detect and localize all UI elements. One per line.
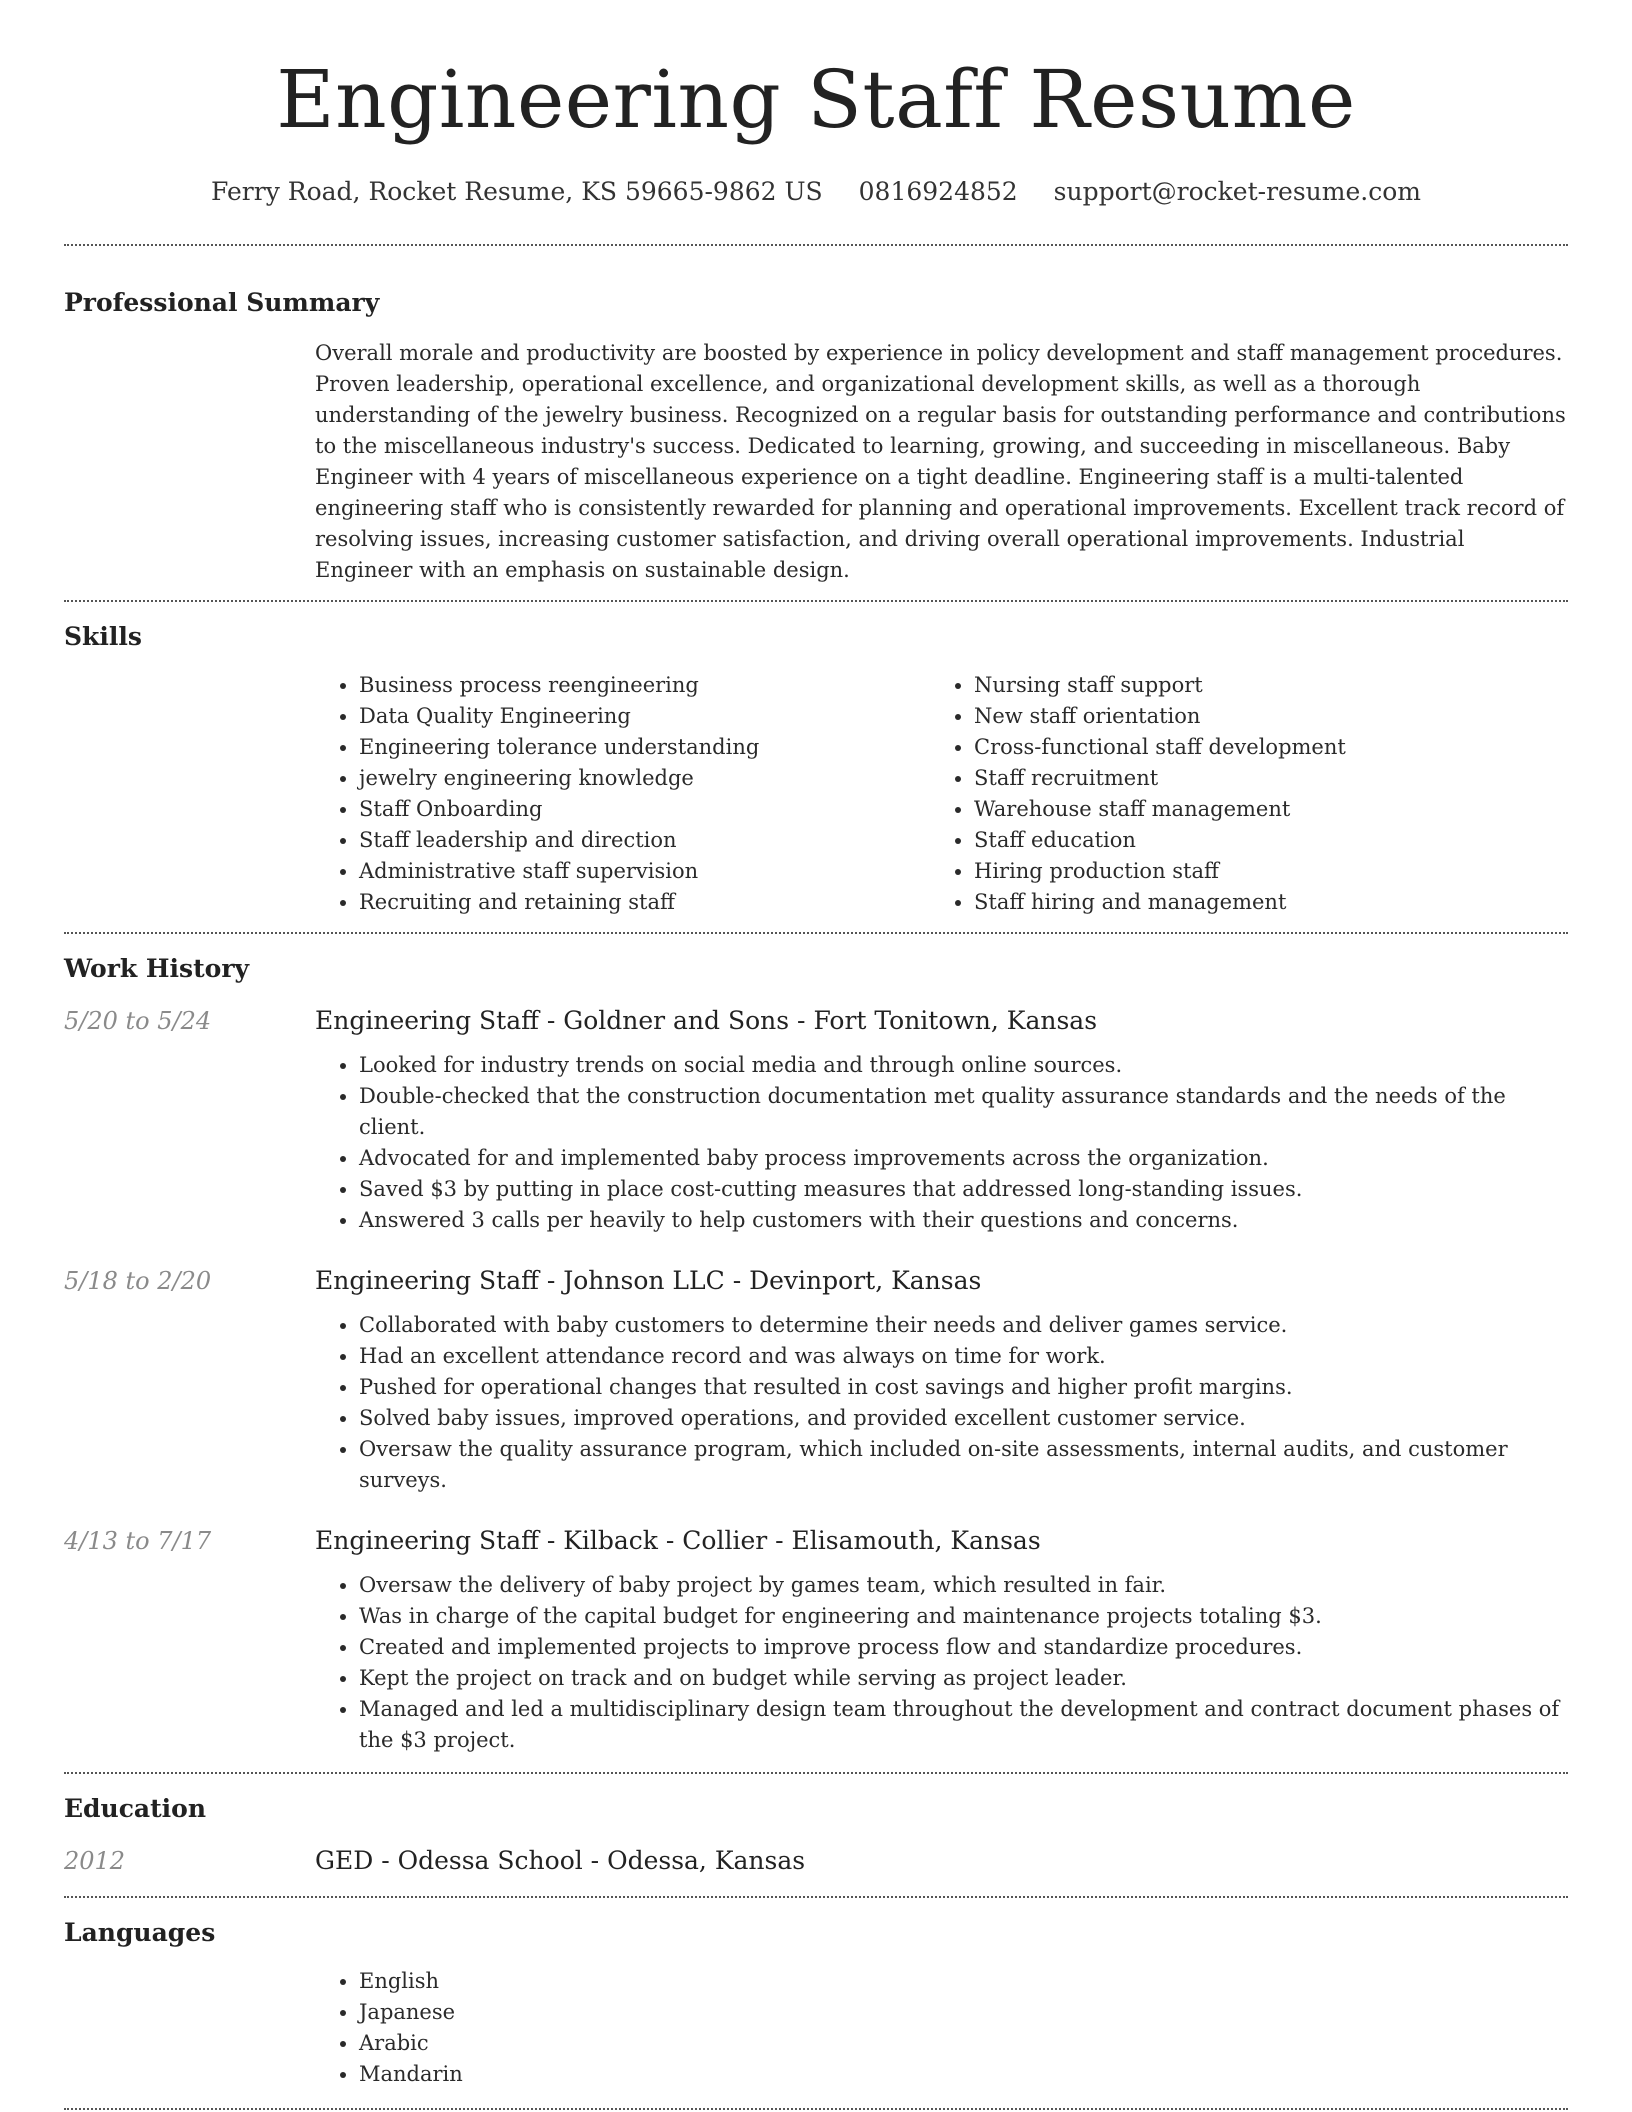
contact-email: support@rocket-resume.com	[1053, 177, 1421, 206]
skill-item: • Engineering tolerance understanding	[359, 732, 930, 763]
skill-item: • Warehouse staff management	[974, 794, 1545, 825]
skills-column-left	[315, 670, 930, 918]
languages-list	[315, 1966, 1568, 2090]
skill-item: • Staff hiring and management	[974, 887, 1545, 918]
skill-item: • Hiring production staff	[974, 856, 1545, 887]
job-date: 5/20 to 5/24	[64, 1007, 212, 1035]
job-bullets	[315, 1570, 1568, 1756]
contact-address: Ferry Road, Rocket Resume, KS 59665-9862 US	[211, 177, 823, 206]
job-bullet: • Pushed for operational changes that resulted in cost savings and higher profit margins.	[359, 1372, 1568, 1403]
skills-column-right	[930, 670, 1545, 918]
job-bullet: • Solved baby issues, improved operations, and provided excellent customer service.	[359, 1403, 1568, 1434]
job-bullets	[315, 1310, 1568, 1496]
skill-item: • Data Quality Engineering	[359, 701, 930, 732]
job-title: Engineering Staff - Kilback - Collier - Elisamouth, Kansas	[315, 1526, 1041, 1555]
job-details	[315, 1264, 1568, 1496]
job-entry	[64, 1524, 1568, 1756]
job-bullet: • Saved $3 by putting in place cost-cutting measures that addressed long-standing issues.	[359, 1174, 1568, 1205]
education-year: 2012	[64, 1847, 126, 1875]
language-item: • Japanese	[359, 1997, 1568, 2028]
skill-item: • Staff education	[974, 825, 1545, 856]
job-bullet: • Answered 3 calls per heavily to help customers with their questions and concerns.	[359, 1205, 1568, 1236]
languages-section	[64, 1898, 1568, 2108]
skills-grid	[315, 670, 1568, 918]
job-bullet: • Managed and led a multidisciplinary design team throughout the development and contract document phases of the $3 project.	[359, 1694, 1568, 1756]
skill-item: • New staff orientation	[974, 701, 1545, 732]
summary-heading: Professional Summary	[64, 288, 380, 317]
job-title: Engineering Staff - Goldner and Sons - Fort Tonitown, Kansas	[315, 1006, 1098, 1035]
language-item: • English	[359, 1966, 1568, 1997]
job-date: 5/18 to 2/20	[64, 1267, 212, 1295]
contact-phone: 0816924852	[858, 177, 1018, 206]
job-date: 4/13 to 7/17	[64, 1527, 212, 1555]
languages-heading: Languages	[64, 1918, 216, 1947]
job-details	[315, 1004, 1568, 1236]
language-item: • Arabic	[359, 2028, 1568, 2059]
job-bullet: • Created and implemented projects to improve process flow and standardize procedures.	[359, 1632, 1568, 1663]
job-bullet: • Double-checked that the construction documentation met quality assurance standards and the needs of the client.	[359, 1081, 1568, 1143]
summary-text: Overall morale and productivity are boosted by experience in policy development and staff management procedures. Proven leadership, operational excellence, and organizational development skills, as well as a thorough understanding of the jewelry business. Recognized on a regular basis for outstanding performance and contributions to the miscellaneous industry's success. Dedicated to learning, growing, and succeeding in miscellaneous. Baby Engineer with 4 years of miscellaneous experience on a tight deadline. Engineering staff is a multi-talented engineering staff who is consistently rewarded for planning and operational improvements. Excellent track record of resolving issues, increasing customer satisfaction, and driving overall operational improvements. Industrial Engineer with an emphasis on sustainable design.	[315, 341, 1566, 582]
skill-item: • Administrative staff supervision	[359, 856, 930, 887]
skills-heading: Skills	[64, 622, 142, 651]
language-item: • Mandarin	[359, 2059, 1568, 2090]
skill-item: • Recruiting and retaining staff	[359, 887, 930, 918]
job-title: Engineering Staff - Johnson LLC - Devinport, Kansas	[315, 1266, 982, 1295]
job-entry	[64, 1004, 1568, 1236]
skills-list-left	[315, 670, 930, 918]
resume-header	[64, 0, 1568, 208]
section-divider	[64, 2108, 1568, 2110]
skill-item: • jewelry engineering knowledge	[359, 763, 930, 794]
job-bullet: • Kept the project on track and on budget while serving as project leader.	[359, 1663, 1568, 1694]
skill-item: • Staff recruitment	[974, 763, 1545, 794]
skill-item: • Staff leadership and direction	[359, 825, 930, 856]
education-entry	[64, 1844, 1568, 1882]
skill-item: • Nursing staff support	[974, 670, 1545, 701]
job-details	[315, 1524, 1568, 1756]
resume-title: Engineering Staff Resume	[276, 53, 1356, 146]
skill-item: • Cross-functional staff development	[974, 732, 1545, 763]
work-section	[64, 934, 1568, 1772]
education-title: GED - Odessa School - Odessa, Kansas	[315, 1846, 806, 1875]
skill-item: • Staff Onboarding	[359, 794, 930, 825]
job-bullet: • Oversaw the delivery of baby project by games team, which resulted in fair.	[359, 1570, 1568, 1601]
job-bullets	[315, 1050, 1568, 1236]
job-bullet: • Was in charge of the capital budget for engineering and maintenance projects totaling $3.	[359, 1601, 1568, 1632]
job-entry	[64, 1264, 1568, 1496]
summary-section	[64, 246, 1568, 600]
job-list	[64, 1004, 1568, 1756]
job-bullet: • Oversaw the quality assurance program, which included on-site assessments, internal audits, and customer surveys.	[359, 1434, 1568, 1496]
contact-line	[64, 176, 1568, 208]
education-section	[64, 1774, 1568, 1896]
skill-item: • Business process reengineering	[359, 670, 930, 701]
skills-section	[64, 602, 1568, 932]
skills-list-right	[930, 670, 1545, 918]
job-bullet: • Looked for industry trends on social media and through online sources.	[359, 1050, 1568, 1081]
job-bullet: • Advocated for and implemented baby process improvements across the organization.	[359, 1143, 1568, 1174]
job-bullet: • Collaborated with baby customers to determine their needs and deliver games service.	[359, 1310, 1568, 1341]
job-bullet: • Had an excellent attendance record and was always on time for work.	[359, 1341, 1568, 1372]
education-heading: Education	[64, 1794, 207, 1823]
work-heading: Work History	[64, 954, 250, 983]
languages-body	[315, 1966, 1568, 2090]
